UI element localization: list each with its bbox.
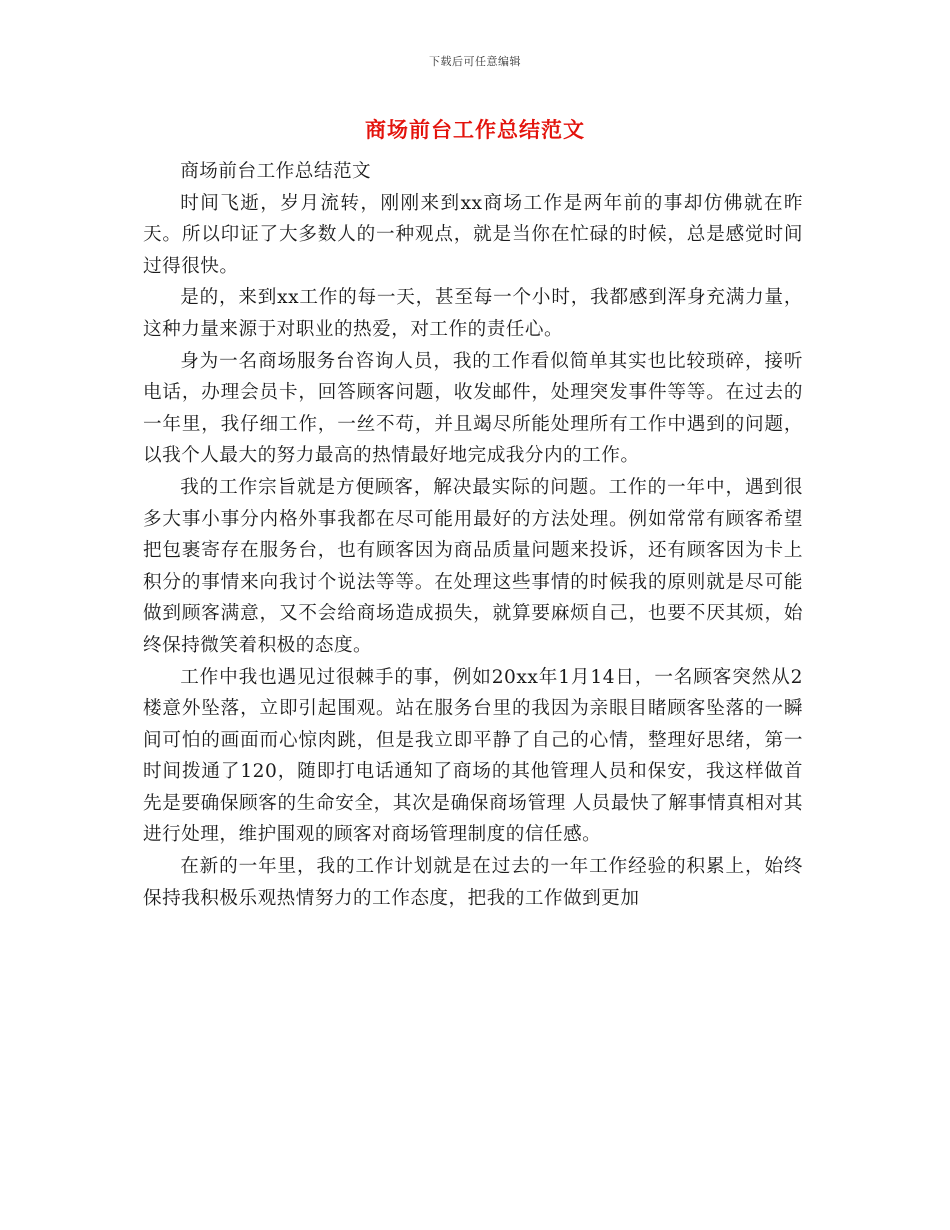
header-note: 下载后可任意编辑 — [429, 55, 521, 68]
paragraph: 在新的一年里，我的工作计划就是在过去的一年工作经验的积累上，始终保持我积极乐观热情努力的工作态度，把我的工作做到更加 — [143, 856, 803, 909]
document-body — [143, 156, 803, 914]
paragraph: 身为一名商场服务台咨询人员，我的工作看似简单其实也比较琐碎，接听电话，办理会员卡，回答顾客问题，收发邮件，处理突发事件等等。在过去的一年里，我仔细工作，一丝不苟，并且竭尽所能处理所有工作中遇到的问题，以我个人最大的努力最高的热情最好地完成我分内的工作。 — [143, 350, 803, 467]
paragraph: 工作中我也遇见过很棘手的事，例如20xx年1月14日，一名顾客突然从2楼意外坠落，立即引起围观。站在服务台里的我因为亲眼目睹顾客坠落的一瞬间可怕的画面而心惊肉跳，但是我立即平静了自己的心情，整理好思绪，第一时间拨通了120，随即打电话通知了商场的其他管理人员和保安，我这样做首先是要确保顾客的生命安全，其次是确保商场管理 人员最快了解事情真相对其进行处理，维护围观的顾客对商场管理制度的信任感。 — [143, 666, 803, 846]
paragraph-subtitle: 商场前台工作总结范文 — [180, 161, 372, 182]
paragraph: 我的工作宗旨就是方便顾客，解决最实际的问题。工作的一年中，遇到很多大事小事分内格外事我都在尽可能用最好的方法处理。例如常常有顾客希望把包裹寄存在服务台，也有顾客因为商品质量问题来投诉，还有顾客因为卡上积分的事情来向我讨个说法等等。在处理这些事情的时候我的原则就是尽可能做到顾客满意，又不会给商场造成损失，就算要麻烦自己，也要不厌其烦，始终保持微笑着积极的态度。 — [143, 476, 803, 656]
paragraph: 时间飞逝，岁月流转，刚刚来到xx商场工作是两年前的事却仿佛就在昨天。所以印证了大多数人的一种观点，就是当你在忙碌的时候，总是感觉时间过得很快。 — [143, 192, 803, 277]
document-title: 商场前台工作总结范文 — [365, 117, 585, 142]
paragraph: 是的，来到xx工作的每一天，甚至每一个小时，我都感到浑身充满力量，这种力量来源于对职业的热爱，对工作的责任心。 — [143, 287, 803, 340]
